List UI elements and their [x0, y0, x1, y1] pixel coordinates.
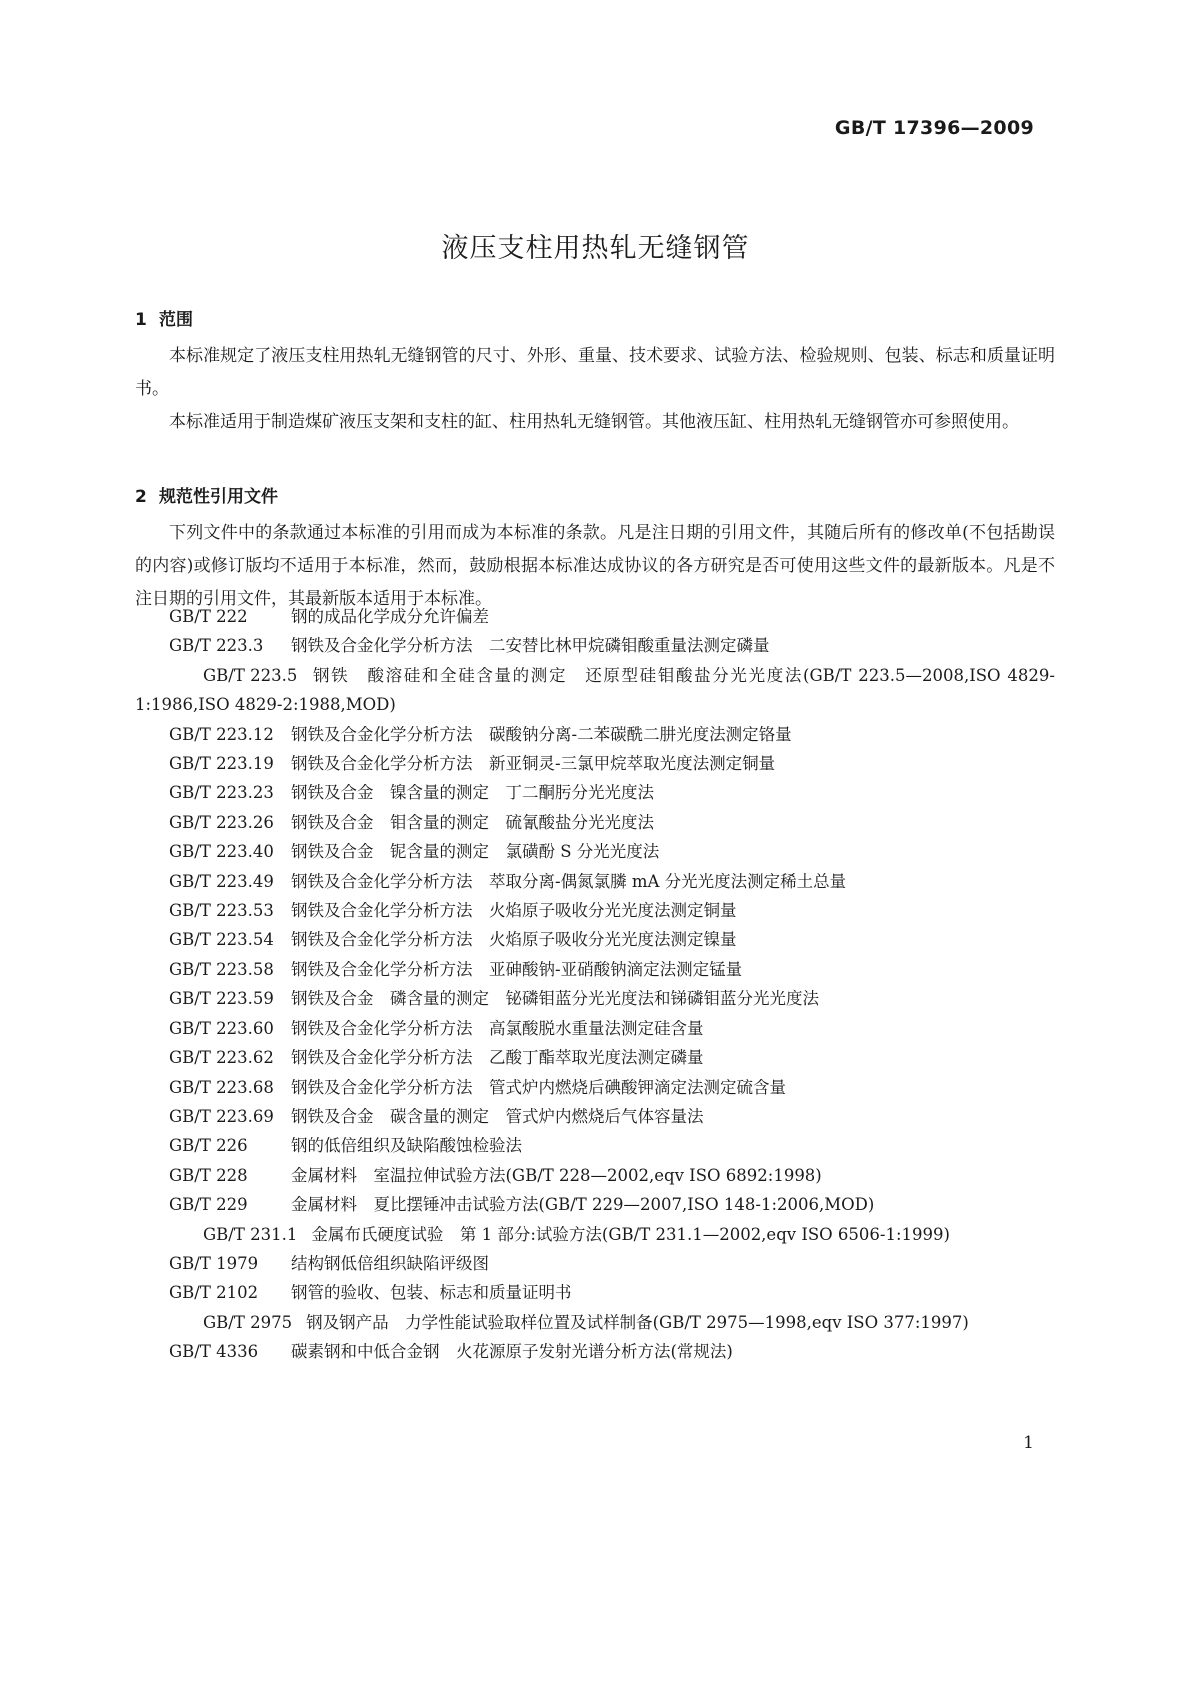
reference-title: 钢铁及合金 钼含量的测定 硫氰酸盐分光光度法 [291, 812, 654, 832]
reference-item [135, 1131, 1055, 1160]
reference-code: GB/T 223.23 [169, 783, 274, 803]
reference-title: 钢铁及合金化学分析方法 萃取分离-偶氮氯膦 mA 分光光度法测定稀土总量 [291, 871, 847, 891]
reference-item [135, 631, 1055, 660]
reference-code: GB/T 228 [169, 1165, 248, 1185]
reference-item [135, 837, 1055, 866]
reference-item [135, 661, 1055, 720]
reference-title: 钢的低倍组织及缺陷酸蚀检验法 [291, 1136, 522, 1156]
reference-title: 钢管的验收、包装、标志和质量证明书 [291, 1283, 572, 1303]
reference-item [135, 808, 1055, 837]
reference-code: GB/T 223.5 [203, 665, 298, 685]
reference-item [135, 1308, 1055, 1337]
reference-item [135, 1249, 1055, 1278]
reference-item [135, 1073, 1055, 1102]
reference-title: 钢铁及合金化学分析方法 火焰原子吸收分光光度法测定铜量 [291, 901, 737, 921]
standard-code: GB/T 17396—2009 [834, 117, 1034, 139]
scope-paragraph-1: 本标准规定了液压支柱用热轧无缝钢管的尺寸、外形、重量、技术要求、试验方法、检验规则、包装、标志和质量证明书。 [135, 346, 1055, 399]
reference-title: 钢铁及合金化学分析方法 亚砷酸钠-亚硝酸钠滴定法测定锰量 [291, 959, 743, 979]
reference-title: 钢铁及合金化学分析方法 管式炉内燃烧后碘酸钾滴定法测定硫含量 [291, 1077, 786, 1097]
reference-title: 钢及钢产品 力学性能试验取样位置及试样制备(GB/T 2975—1998,eqv ISO 377:1997) [306, 1312, 969, 1332]
reference-code: GB/T 226 [169, 1136, 248, 1156]
page-number: 1 [1023, 1433, 1034, 1453]
scope-paragraph-2: 本标准适用于制造煤矿液压支架和支柱的缸、柱用热轧无缝钢管。其他液压缸、柱用热轧无缝钢管亦可参照使用。 [169, 412, 1019, 432]
reference-item [135, 1220, 1055, 1249]
reference-code: GB/T 223.58 [169, 959, 274, 979]
reference-code: GB/T 223.59 [169, 989, 274, 1009]
reference-item [135, 1102, 1055, 1131]
section-heading-normative-references [135, 482, 278, 507]
reference-code: GB/T 223.40 [169, 842, 274, 862]
references-intro-paragraph: 下列文件中的条款通过本标准的引用而成为本标准的条款。凡是注日期的引用文件，其随后所有的修改单(不包括勘误的内容)或修订版均不适用于本标准，然而，鼓励根据本标准达成协议的各方研究是否可使用这些文件的最新版本。凡是不注日期的引用文件，其最新版本适用于本标准。 [135, 523, 1055, 609]
reference-item [135, 749, 1055, 778]
reference-title: 钢铁及合金化学分析方法 高氯酸脱水重量法测定硅含量 [291, 1018, 704, 1038]
reference-code: GB/T 223.62 [169, 1048, 274, 1068]
reference-item [135, 720, 1055, 749]
section-number: 1 [135, 310, 147, 330]
reference-title: 钢铁及合金 碳含量的测定 管式炉内燃烧后气体容量法 [291, 1106, 704, 1126]
reference-code: GB/T 223.19 [169, 754, 274, 774]
reference-item [135, 984, 1055, 1013]
section-number: 2 [135, 487, 147, 507]
reference-code: GB/T 223.26 [169, 812, 274, 832]
reference-item [135, 1161, 1055, 1190]
reference-title: 金属材料 夏比摆锤冲击试验方法(GB/T 229—2007,ISO 148-1:2006,MOD) [291, 1195, 875, 1215]
reference-code: GB/T 223.68 [169, 1077, 274, 1097]
reference-code: GB/T 223.53 [169, 901, 274, 921]
reference-item [135, 1043, 1055, 1072]
reference-item [135, 896, 1055, 925]
reference-list [135, 602, 1055, 1367]
reference-code: GB/T 223.3 [169, 636, 264, 656]
reference-title: 碳素钢和中低合金钢 火花源原子发射光谱分析方法(常规法) [291, 1342, 733, 1362]
reference-title: 钢的成品化学成分允许偏差 [291, 607, 489, 626]
reference-item [135, 778, 1055, 807]
reference-title: 钢铁及合金 镍含量的测定 丁二酮肟分光光度法 [291, 783, 654, 803]
reference-code: GB/T 223.54 [169, 930, 274, 950]
reference-title: 钢铁及合金 磷含量的测定 铋磷钼蓝分光光度法和锑磷钼蓝分光光度法 [291, 989, 819, 1009]
reference-item [135, 1337, 1055, 1366]
reference-item [135, 1014, 1055, 1043]
reference-code: GB/T 229 [169, 1195, 248, 1215]
reference-item [135, 602, 1055, 631]
reference-code: GB/T 2102 [169, 1283, 259, 1303]
reference-code: GB/T 223.69 [169, 1106, 274, 1126]
reference-title: 钢铁 酸溶硅和全硅含量的测定 还原型硅钼酸盐分光光度法(GB/T 223.5—2008,ISO 4829-1:1986,ISO 4829-2:1988,MOD) [135, 665, 1055, 715]
section-title: 范围 [159, 310, 193, 330]
reference-item [135, 1278, 1055, 1307]
reference-code: GB/T 223.12 [169, 724, 274, 744]
reference-code: GB/T 223.49 [169, 871, 274, 891]
reference-item [135, 925, 1055, 954]
reference-code: GB/T 1979 [169, 1253, 259, 1273]
reference-title: 钢铁及合金化学分析方法 二安替比林甲烷磷钼酸重量法测定磷量 [291, 636, 770, 656]
reference-code: GB/T 4336 [169, 1342, 259, 1362]
reference-title: 金属布氏硬度试验 第 1 部分:试验方法(GB/T 231.1—2002,eqv ISO 6506-1:1999) [311, 1224, 950, 1244]
reference-title: 钢铁及合金化学分析方法 乙酸丁酯萃取光度法测定磷量 [291, 1048, 704, 1068]
reference-title: 金属材料 室温拉伸试验方法(GB/T 228—2002,eqv ISO 6892:1998) [291, 1165, 822, 1185]
reference-title: 钢铁及合金化学分析方法 新亚铜灵-三氯甲烷萃取光度法测定铜量 [291, 754, 776, 774]
reference-title: 结构钢低倍组织缺陷评级图 [291, 1253, 489, 1273]
document-title: 液压支柱用热轧无缝钢管 [441, 233, 750, 264]
section-heading-scope [135, 305, 193, 330]
reference-title: 钢铁及合金化学分析方法 火焰原子吸收分光光度法测定镍量 [291, 930, 737, 950]
reference-title: 钢铁及合金化学分析方法 碳酸钠分离-二苯碳酰二肼光度法测定铬量 [291, 724, 792, 744]
reference-item [135, 1190, 1055, 1219]
reference-item [135, 955, 1055, 984]
reference-code: GB/T 231.1 [203, 1224, 298, 1244]
reference-code: GB/T 222 [169, 607, 248, 626]
reference-item [135, 867, 1055, 896]
reference-title: 钢铁及合金 铌含量的测定 氯磺酚 S 分光光度法 [291, 842, 660, 862]
section-title: 规范性引用文件 [159, 487, 278, 507]
reference-code: GB/T 2975 [203, 1312, 293, 1332]
reference-code: GB/T 223.60 [169, 1018, 274, 1038]
